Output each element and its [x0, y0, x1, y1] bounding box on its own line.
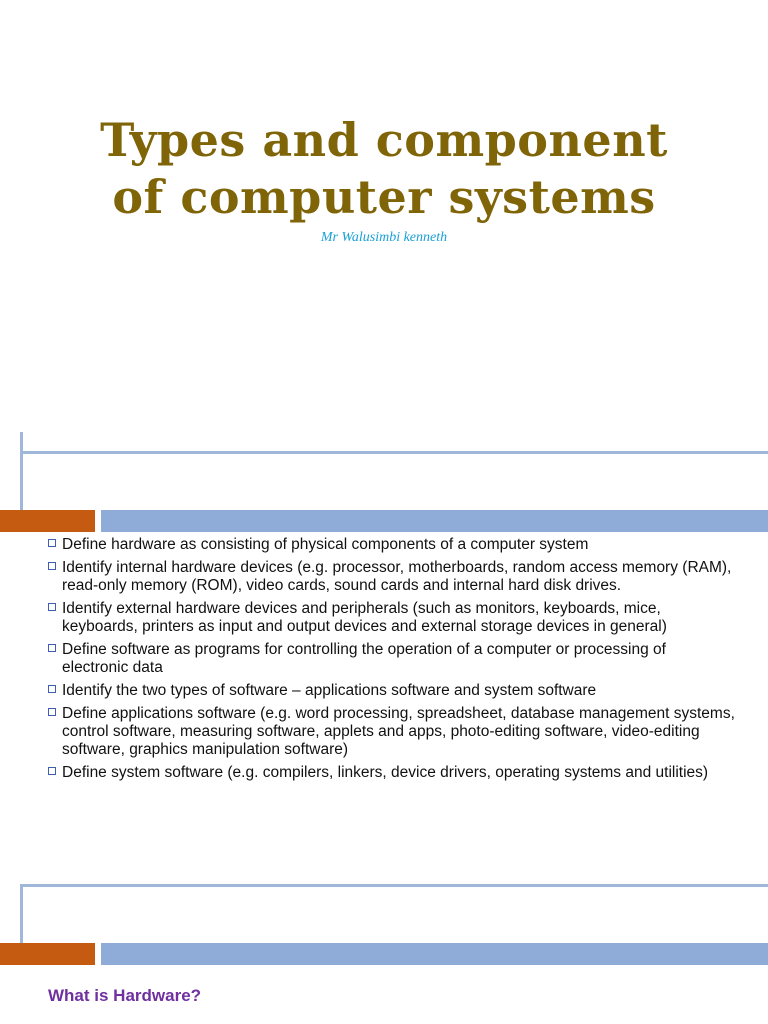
author-name: Mr Walusimbi kenneth	[320, 230, 448, 245]
list-item-text: Define hardware as consisting of physical components of a computer system	[62, 536, 589, 553]
hollow-square-bullet-icon	[48, 539, 56, 547]
slide-frame-vertical-line	[20, 454, 23, 510]
hollow-square-bullet-icon	[48, 644, 56, 652]
list-item	[46, 600, 736, 636]
list-item	[46, 682, 736, 700]
slide-top-divider	[20, 884, 768, 887]
hollow-square-bullet-icon	[48, 562, 56, 570]
list-item-text: Define applications software (e.g. word processing, spreadsheet, database management systems, control software, measuring software, applets and apps, photo-editing software, video-editing software, graphics manipulation software)	[62, 705, 735, 758]
list-item	[46, 536, 736, 554]
slide-header-band	[0, 510, 768, 532]
title-slide	[0, 0, 768, 430]
title-line-1: Types and component	[100, 113, 668, 167]
list-item-text: Identify the two types of software – applications software and system software	[62, 682, 597, 699]
title-line-2: of computer systems	[112, 170, 656, 224]
list-item	[46, 559, 736, 595]
objectives-list	[46, 536, 736, 787]
slide-frame-vertical-line	[20, 887, 23, 943]
list-item-text: Identify internal hardware devices (e.g. processor, motherboards, random access memory (RAM), read-only memory (ROM), video cards, sound cards and internal hard disk drives.	[62, 559, 732, 594]
list-item-text: Define system software (e.g. compilers, linkers, device drivers, operating systems and utilities)	[62, 764, 709, 781]
list-item	[46, 641, 736, 677]
slide-top-divider	[20, 451, 768, 454]
list-item	[46, 705, 736, 759]
hollow-square-bullet-icon	[48, 603, 56, 611]
hollow-square-bullet-icon	[48, 767, 56, 775]
section-heading: What is Hardware?	[48, 986, 202, 1005]
header-band-blue-bar	[101, 510, 768, 532]
hollow-square-bullet-icon	[48, 685, 56, 693]
list-item-text: Identify external hardware devices and peripherals (such as monitors, keyboards, mice, keyboards, printers as input and output devices and external storage devices in general)	[62, 600, 667, 635]
list-item-text: Define software as programs for controlling the operation of a computer or processing of electronic data	[62, 641, 666, 676]
header-band-orange-block	[0, 510, 95, 532]
header-band-orange-block	[0, 943, 95, 965]
header-band-blue-bar	[101, 943, 768, 965]
presentation-title	[0, 112, 768, 226]
hollow-square-bullet-icon	[48, 708, 56, 716]
list-item	[46, 764, 736, 782]
slide-header-band	[0, 943, 768, 965]
